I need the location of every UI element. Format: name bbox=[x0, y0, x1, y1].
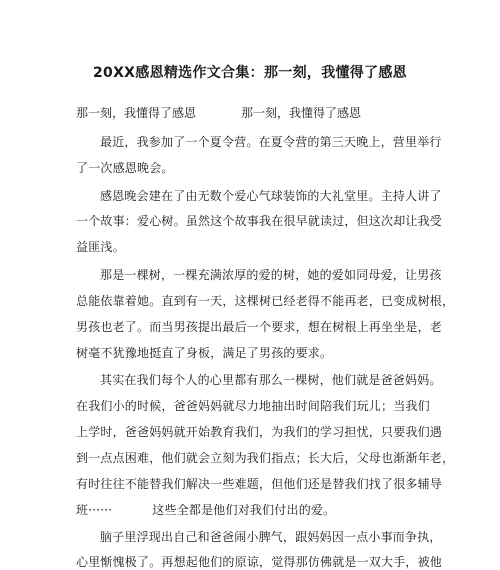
paragraph-line bbox=[76, 501, 335, 518]
paragraph-line: 其实在我们每个人的心里都有那么一棵树，他们就是爸爸妈妈。 bbox=[100, 373, 442, 387]
paragraph-line: 一个故事：爱心树。虽然这个故事我在很早就读过，但这次却让我受 bbox=[76, 214, 443, 228]
paragraph-line: 到一点点困难，他们就会立刻为我们指点；长大后，父母也渐渐年老， bbox=[76, 451, 455, 465]
paragraph-line: 那是一棵树，一棵充满浓厚的爱的树，她的爱如同母爱，让男孩 bbox=[100, 268, 442, 282]
paragraph-line: 上学时，爸爸妈妈就开始教育我们，为我们的学习担忧，只要我们遇 bbox=[76, 425, 443, 439]
paragraph-line: 了一次感恩晚会。 bbox=[76, 161, 174, 175]
paragraph-line: 男孩也老了。而当男孩提出最后一个要求，想在树根上再坐坐是，老 bbox=[76, 320, 443, 334]
closing-sentence: 这些全都是他们对我们付出的爱。 bbox=[152, 503, 336, 517]
subtitle-left: 那一刻，我懂得了感恩 bbox=[76, 106, 197, 120]
document-title: 20XX感恩精选作文合集：那一刻，我懂得了感恩 bbox=[93, 65, 407, 81]
paragraph-line: 脑子里浮现出自己和爸爸闹小脾气，跟妈妈因一点小事而争执， bbox=[100, 530, 442, 544]
subtitle-right: 那一刻，我懂得了感恩 bbox=[241, 106, 362, 120]
ellipsis-text: 班······ bbox=[76, 503, 113, 517]
paragraph-line: 最近，我参加了一个夏令营。在夏令营的第三天晚上，营里举行 bbox=[100, 135, 442, 149]
paragraph-line: 总能依靠着她。直到有一天，这棵树已经老得不能再老，已变成树根， bbox=[76, 294, 455, 308]
paragraph-line: 有时往往不能替我们解决一些难题，但他们还是替我们找了很多辅导 bbox=[76, 477, 443, 491]
paragraph-line: 在我们小的时候，爸爸妈妈就尽力地抽出时间陪我们玩儿；当我们 bbox=[76, 399, 430, 413]
paragraph-line: 益匪浅。 bbox=[76, 240, 125, 254]
paragraph-line: 树毫不犹豫地挺直了身板，满足了男孩的要求。 bbox=[76, 346, 333, 360]
paragraph-line: 感恩晚会建在了由无数个爱心气球装饰的大礼堂里。主持人讲了 bbox=[100, 189, 442, 203]
paragraph-line: 心里惭愧极了。再想起他们的原谅，觉得那仿佛就是一双大手，被他 bbox=[76, 555, 443, 569]
